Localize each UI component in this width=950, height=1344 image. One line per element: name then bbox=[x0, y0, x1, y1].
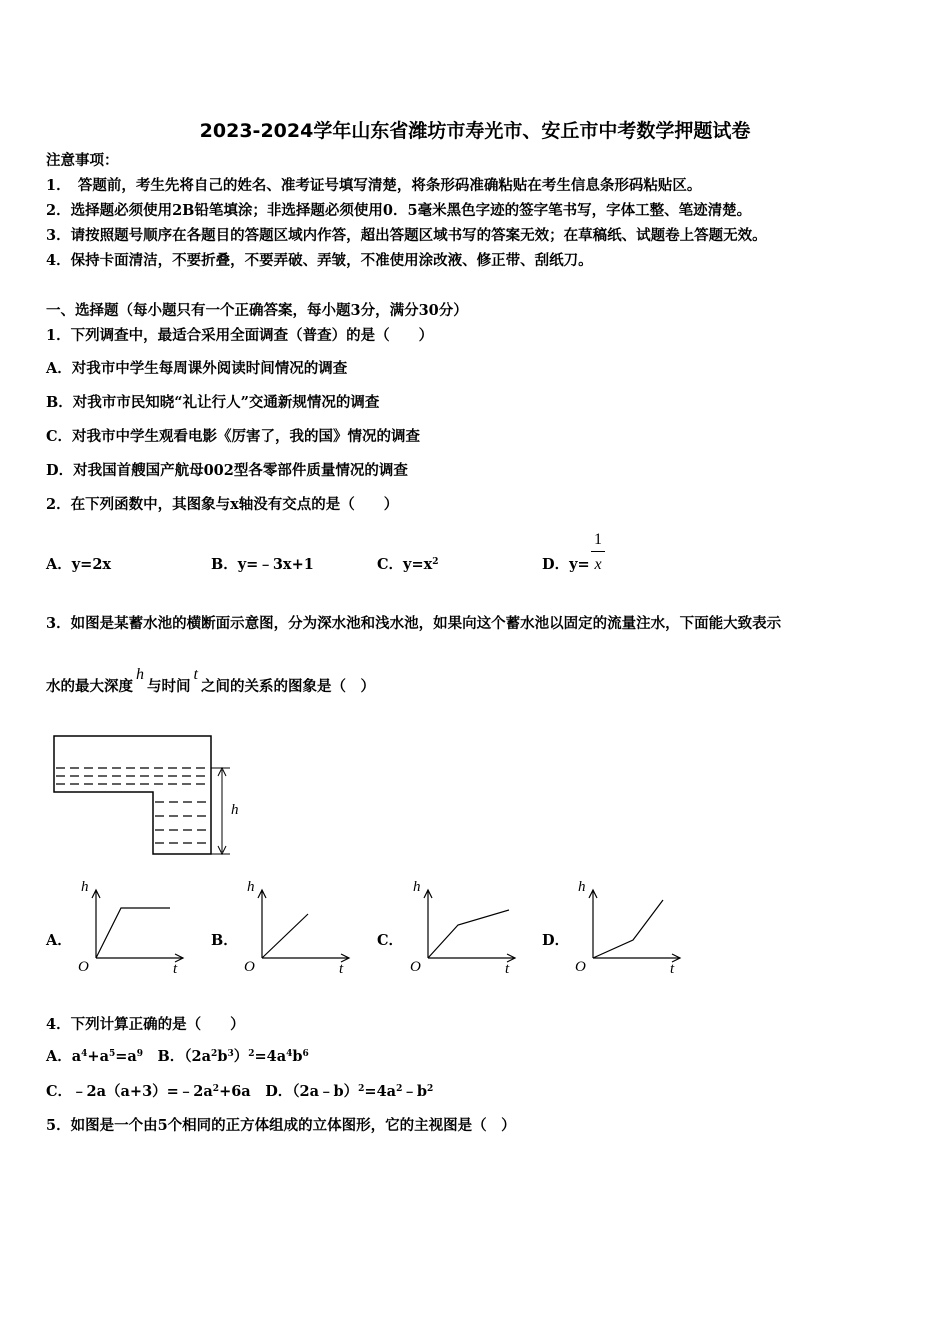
figure-label-h: h bbox=[231, 802, 239, 818]
svg-text:O: O bbox=[78, 959, 89, 975]
section-heading: 一、选择题（每小题只有一个正确答案，每小题3分，满分30分） bbox=[46, 302, 468, 319]
exponent: 5 bbox=[108, 1049, 116, 1059]
notice-heading: 注意事项： bbox=[46, 152, 119, 169]
exponent: 2 bbox=[248, 1049, 255, 1059]
graph-a bbox=[75, 870, 190, 975]
var-h: h bbox=[136, 666, 144, 683]
q2-option-b: B．y=﹣3x+1 bbox=[211, 556, 314, 573]
formula-text: B．（2a bbox=[143, 1048, 212, 1065]
q2-stem: 2．在下列函数中，其图象与x轴没有交点的是（ ） bbox=[46, 496, 399, 513]
formula-text: ﹣b bbox=[402, 1083, 427, 1100]
exponent: 3 bbox=[227, 1049, 234, 1059]
svg-text:t: t bbox=[339, 961, 344, 977]
exponent: 2 bbox=[426, 1084, 434, 1094]
svg-text:t: t bbox=[173, 961, 178, 977]
exponent: 4 bbox=[81, 1049, 88, 1059]
formula-text: b bbox=[292, 1048, 303, 1065]
formula-text: ） bbox=[233, 1048, 249, 1065]
svg-text:t: t bbox=[670, 961, 675, 977]
q1-stem: 1．下列调查中，最适合采用全面调查（普查）的是（ ） bbox=[46, 327, 434, 344]
notice-item-3: 3．请按照题号顺序在各题目的答题区域内作答，超出答题区域书写的答案无效；在草稿纸、试题卷上答题无效。 bbox=[46, 227, 767, 244]
formula-text: A．a bbox=[46, 1048, 82, 1065]
reservoir-figure bbox=[50, 730, 240, 860]
exponent: 9 bbox=[136, 1049, 144, 1059]
var-t: t bbox=[193, 666, 198, 683]
exponent: 2 bbox=[212, 1084, 220, 1094]
fraction-bar bbox=[591, 551, 605, 552]
formula-text: =4a bbox=[254, 1048, 287, 1065]
svg-text:t: t bbox=[505, 961, 510, 977]
q2-d-denominator: x bbox=[594, 556, 602, 573]
q2-d-numerator: 1 bbox=[594, 531, 602, 548]
formula-text: =a bbox=[115, 1048, 137, 1065]
page-title: 2023-2024学年山东省潍坊市寿光市、安丘市中考数学押题试卷 bbox=[199, 120, 751, 142]
graph-d-line bbox=[593, 900, 663, 958]
q4-stem: 4．下列计算正确的是（ ） bbox=[46, 1016, 245, 1033]
q3-option-b: B． bbox=[211, 932, 238, 949]
q2-option-a: A．y=2x bbox=[46, 556, 112, 573]
svg-text:h: h bbox=[578, 879, 586, 895]
svg-text:O: O bbox=[575, 959, 586, 975]
svg-text:O: O bbox=[410, 959, 421, 975]
q3-stem-line2: 水的最大深度h与时间t之间的关系的图象是（ ） bbox=[46, 666, 375, 695]
graph-b-line bbox=[262, 914, 308, 958]
exponent: 6 bbox=[302, 1049, 309, 1059]
notice-item-4: 4．保持卡面清洁，不要折叠，不要弄破、弄皱，不准使用涂改液、修正带、刮纸刀。 bbox=[46, 252, 593, 269]
svg-text:h: h bbox=[413, 879, 421, 895]
q1-option-d: D．对我国首艘国产航母002型各零部件质量情况的调查 bbox=[46, 462, 408, 479]
graph-c-line bbox=[428, 910, 509, 958]
notice-item-2: 2．选择题必须使用2B铅笔填涂；非选择题必须使用0．5毫米黑色字迹的签字笔书写，字体工整、笔迹清楚。 bbox=[46, 202, 752, 219]
q3-stem-line1: 3．如图是某蓄水池的横断面示意图，分为深水池和浅水池，如果向这个蓄水池以固定的流量注水，下面能大致表示 bbox=[46, 615, 782, 632]
q3-option-a: A． bbox=[46, 932, 72, 949]
notice-item-1: 1． 答题前，考生先将自己的姓名、准考证号填写清楚，将条形码准确粘贴在考生信息条形码粘贴区。 bbox=[46, 177, 702, 194]
exponent: 2 bbox=[358, 1084, 365, 1094]
svg-text:h: h bbox=[81, 879, 89, 895]
q3-option-d: D． bbox=[542, 932, 570, 949]
svg-text:h: h bbox=[247, 879, 255, 895]
q2-option-c: C．$y=x^2$ bbox=[377, 556, 439, 573]
q4-options-row2 bbox=[46, 1085, 433, 1100]
formula-text: b bbox=[217, 1048, 228, 1065]
q3-option-c: C． bbox=[377, 932, 404, 949]
exponent: 4 bbox=[286, 1049, 293, 1059]
graph-d bbox=[572, 870, 687, 975]
exponent: 2 bbox=[211, 1049, 218, 1059]
graph-b bbox=[241, 870, 356, 975]
exponent: 2 bbox=[396, 1084, 403, 1094]
q2-option-d: D．y= bbox=[542, 556, 590, 573]
graph-c bbox=[407, 870, 522, 975]
formula-text: +6a D．（2a﹣b） bbox=[219, 1083, 359, 1100]
svg-text:O: O bbox=[244, 959, 255, 975]
q1-option-b: B．对我市市民知晓“礼让行人”交通新规情况的调查 bbox=[46, 394, 380, 411]
graph-a-line bbox=[96, 908, 170, 958]
q5-stem: 5．如图是一个由5个相同的正方体组成的立体图形，它的主视图是（ ） bbox=[46, 1117, 516, 1134]
q4-options-row1 bbox=[46, 1050, 309, 1065]
q1-option-c: C．对我市中学生观看电影《厉害了，我的国》情况的调查 bbox=[46, 428, 421, 445]
formula-text: +a bbox=[87, 1048, 109, 1065]
q1-option-a: A．对我市中学生每周课外阅读时间情况的调查 bbox=[46, 360, 348, 377]
formula-text: =4a bbox=[364, 1083, 397, 1100]
formula-text: C．﹣2a（a+3）=﹣2a bbox=[46, 1083, 213, 1100]
